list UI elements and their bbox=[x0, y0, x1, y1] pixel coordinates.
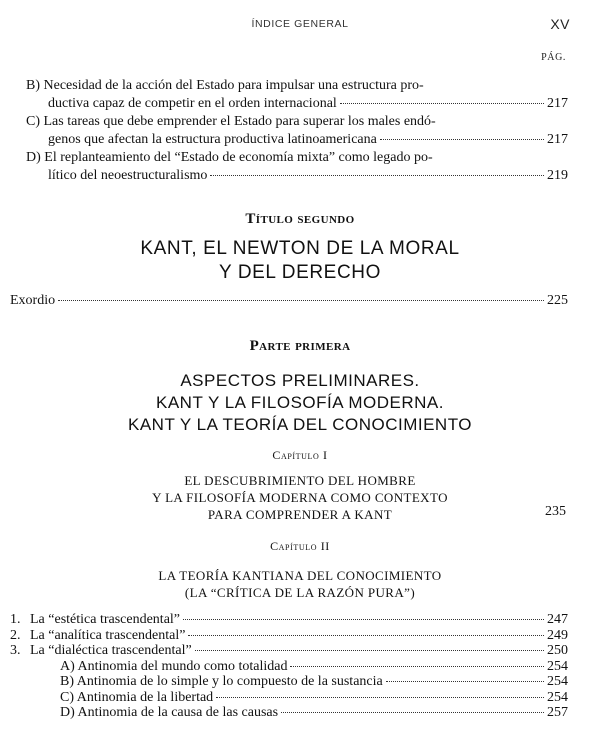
toc-entry-exordio-text: Exordio bbox=[10, 293, 56, 308]
toc-entry-page: 254 bbox=[547, 658, 568, 674]
toc-entry-page: 247 bbox=[547, 612, 568, 627]
chapter-2-title-line2: (LA “CRÍTICA DE LA RAZÓN PURA”) bbox=[184, 585, 416, 600]
toc-entry bbox=[60, 659, 568, 675]
toc-entry-text: D) Antinomia de la causa de las causas bbox=[60, 705, 279, 720]
kant-title-line1: KANT, EL NEWTON DE LA MORAL bbox=[140, 238, 460, 259]
toc-entry-text: La “analítica trascendental” bbox=[30, 627, 186, 643]
chapter-1-title-line1: EL DESCUBRIMIENTO DEL HOMBRE bbox=[184, 473, 416, 488]
toc-entry bbox=[60, 690, 568, 706]
toc-entry-text: C) Antinomia de la libertad bbox=[60, 689, 214, 705]
toc-entry-b-text: ductiva capaz de competir en el orden internacional bbox=[48, 96, 337, 111]
toc-entry-d-line1: D) El replanteamiento del “Estado de economía mixta” como legado po- bbox=[26, 150, 433, 165]
toc-entry-d-page: 219 bbox=[547, 168, 568, 183]
running-head bbox=[0, 14, 600, 34]
toc-entry-c-page: 217 bbox=[547, 132, 568, 147]
toc-entry-page: 257 bbox=[547, 705, 568, 720]
kant-title-line2: Y DEL DERECHO bbox=[219, 262, 381, 283]
toc-entry-b-page: 217 bbox=[547, 96, 568, 111]
toc-entry-b-line2 bbox=[48, 95, 568, 113]
toc-entry bbox=[10, 612, 568, 628]
toc-entry-number: 1. bbox=[10, 612, 21, 627]
chapter-1-title-line2: Y LA FILOSOFÍA MODERNA COMO CONTEXTO bbox=[152, 490, 448, 505]
chapter-1-label: Capítulo I bbox=[272, 448, 328, 462]
leader-dots bbox=[281, 711, 544, 713]
part-heading: Parte primera bbox=[249, 338, 351, 354]
part-title-line3: KANT Y LA TEORÍA DEL CONOCIMIENTO bbox=[127, 415, 472, 434]
chapter-2-label: Capítulo II bbox=[270, 539, 330, 553]
toc-entry-page: 249 bbox=[547, 627, 568, 643]
leader-dots bbox=[210, 174, 544, 176]
title-heading: Título segundo bbox=[245, 211, 355, 227]
toc-entry-page: 254 bbox=[547, 674, 568, 689]
toc-entry-exordio bbox=[10, 292, 568, 310]
toc-entry-number: 3. bbox=[10, 643, 21, 658]
leader-dots bbox=[216, 696, 544, 698]
toc-entry-c-line2 bbox=[48, 131, 568, 149]
toc-entry-text: B) Antinomia de lo simple y lo compuesto de la sustancia bbox=[60, 674, 383, 689]
chapter-2-title-line1: LA TEORÍA KANTIANA DEL CONOCIMIENTO bbox=[158, 568, 442, 583]
toc-entry-text: A) Antinomia del mundo como totalidad bbox=[60, 658, 288, 674]
part-title-line1: ASPECTOS PRELIMINARES. bbox=[180, 371, 420, 390]
toc-entry-exordio-page: 225 bbox=[547, 293, 568, 308]
page-number: XV bbox=[550, 16, 570, 32]
leader-dots bbox=[340, 102, 544, 104]
toc-entry-d-line2 bbox=[48, 167, 568, 185]
leader-dots bbox=[195, 649, 544, 651]
toc-entry bbox=[10, 627, 568, 644]
toc-entry bbox=[60, 674, 568, 690]
leader-dots bbox=[183, 618, 544, 620]
toc-entry-number: 2. bbox=[10, 627, 21, 643]
toc-entry-b-line1: B) Necesidad de la acción del Estado para impulsar una estructura pro- bbox=[26, 78, 424, 93]
toc-entry bbox=[10, 643, 568, 659]
toc-entry-c-line1: C) Las tareas que debe emprender el Estado para superar los males endó- bbox=[26, 114, 436, 129]
toc-entry-page: 254 bbox=[547, 689, 568, 705]
chapter-1-title-line3: PARA COMPRENDER A KANT bbox=[207, 507, 393, 522]
leader-dots bbox=[386, 680, 544, 682]
toc-entry-text: La “estética trascendental” bbox=[30, 612, 181, 627]
chapter-1-page: 235 bbox=[545, 504, 566, 519]
leader-dots bbox=[188, 634, 544, 636]
toc-entry-page: 250 bbox=[547, 643, 568, 658]
leader-dots bbox=[380, 138, 544, 140]
part-title-line2: KANT Y LA FILOSOFÍA MODERNA. bbox=[156, 393, 444, 412]
toc-entry-d-text: lítico del neoestructuralismo bbox=[48, 168, 208, 183]
leader-dots bbox=[58, 299, 544, 301]
toc-entry-c-text: genos que afectan la estructura productiva latinoamericana bbox=[48, 132, 377, 147]
toc-entry-text: La “dialéctica trascendental” bbox=[30, 643, 192, 658]
leader-dots bbox=[290, 665, 544, 667]
toc-entry bbox=[60, 705, 568, 721]
running-head-title: ÍNDICE GENERAL bbox=[251, 18, 349, 30]
page-column-label: PÁG. bbox=[541, 52, 566, 63]
